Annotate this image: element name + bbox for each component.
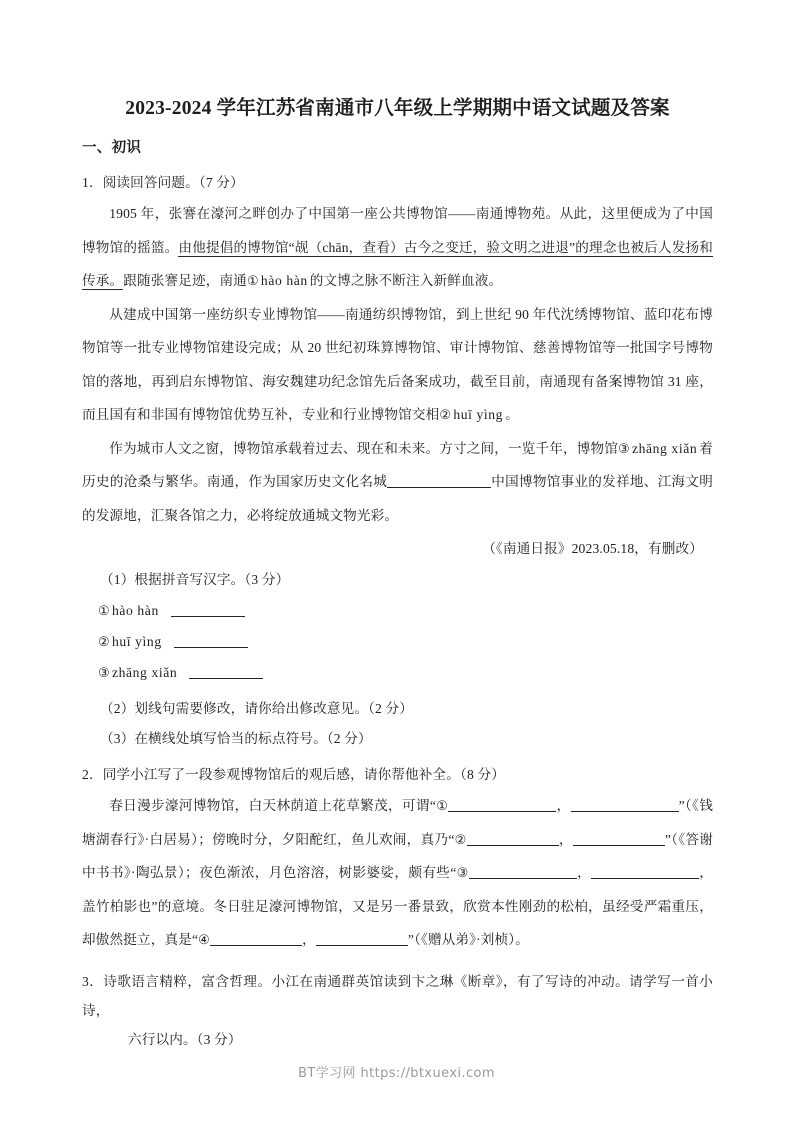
q2-comma-2: ， — [558, 831, 573, 847]
section-heading-part-one: 一、初识 — [82, 140, 142, 157]
passage-source-citation: （《南通日报》2023.05.18，有删改） — [482, 541, 703, 557]
pinyin-marker-3: ③ — [98, 665, 110, 681]
q2-blank-4b[interactable] — [316, 931, 408, 946]
pinyin-answer-blank-2[interactable] — [174, 633, 248, 648]
pinyin-text-1: hào hàn — [111, 603, 159, 619]
passage-pinyin-3: zhāng xiǎn — [631, 440, 698, 456]
passage-text-1b-post: 的文博之脉不断注入新鲜血液。 — [309, 273, 503, 289]
pinyin-text-3: zhāng xiǎn — [111, 665, 178, 681]
pinyin-answer-blank-1[interactable] — [171, 602, 245, 617]
passage-marker-1: ① — [246, 273, 259, 289]
q2-text-d: ，盖竹柏影也”的意境。冬日驻足濠河博物馆，又是另一番景致，欣赏本性刚劲的松柏，虽经受严霜重压，却傲然挺立，真是“ — [82, 865, 714, 948]
punctuation-answer-blank[interactable] — [387, 473, 491, 488]
question-1-1-stem: （1）根据拼音写汉字。（3 分） — [100, 572, 290, 588]
passage-text-2-post: 。 — [505, 407, 519, 423]
q2-comma-1: ， — [556, 798, 571, 814]
question-1-2-stem: （2）划线句需要修改，请你给出修改意见。（2 分） — [100, 701, 414, 717]
passage-underlined-sentence: 由他提倡的博物馆“觇（chān，查看）古今之变迁，验文明之进退”的理念也被后人发扬和传承。 — [82, 239, 713, 289]
q2-blank-1a[interactable] — [448, 797, 556, 812]
pinyin-text-2: huī yìng — [111, 634, 162, 650]
pinyin-item-2 — [82, 626, 713, 657]
passage-pinyin-2: huī yìng — [453, 407, 504, 423]
q2-marker-1: ① — [436, 798, 449, 814]
q2-blank-1b[interactable] — [571, 797, 679, 812]
q2-blank-2a[interactable] — [467, 831, 559, 846]
pinyin-item-3 — [82, 657, 713, 688]
q2-comma-4: ， — [302, 932, 316, 948]
q2-text-b: ”（《钱塘湖春行》·白居易）；傍晚时分，夕阳酡红，鱼儿欢闹，真乃“ — [82, 798, 713, 847]
pinyin-answer-blank-3[interactable] — [189, 664, 263, 679]
q2-text-a: 春日漫步濠河博物馆，白天林荫道上花草繁茂，可谓“ — [109, 798, 437, 814]
question-1-3-stem: （3）在横线处填写恰当的标点符号。（2 分） — [100, 731, 372, 747]
q2-marker-4: ④ — [198, 932, 211, 948]
q1-passage-paragraph-3 — [82, 432, 713, 533]
q2-blank-3a[interactable] — [469, 864, 577, 879]
q2-blank-4a[interactable] — [210, 931, 302, 946]
passage-marker-2: ② — [439, 407, 452, 423]
passage-text-1a: 1905 年，张謇在濠河之畔创办了中国第一座公共博物馆——南通博物苑。从此，这里便成为了中国博物馆的摇篮。 — [82, 206, 713, 255]
pinyin-marker-2: ② — [98, 634, 110, 650]
passage-marker-3: ③ — [617, 440, 630, 456]
pinyin-item-1 — [82, 595, 713, 626]
passage-text-3-pre: 作为城市人文之窗，博物馆承载着过去、现在和未来。方寸之间，一览千年，博物馆 — [109, 440, 618, 456]
question-2-stem: 2．同学小江写了一段参观博物馆后的观后感，请你帮他补全。（8 分） — [82, 767, 505, 783]
q2-comma-3: ， — [576, 865, 592, 881]
q2-answer-passage — [82, 789, 713, 957]
passage-text-3-mid: 着历史的沧桑与繁华。南通，作为国家历史文化名城 — [82, 440, 713, 490]
q2-blank-3b[interactable] — [591, 864, 699, 879]
question-3-stem-continuation: 六行以内。（3 分） — [128, 1031, 242, 1047]
passage-text-3-post: 中国博物馆事业的发祥地、江海文明的发源地，汇聚各馆之力，必将绽放通城文物光彩。 — [82, 474, 713, 523]
q2-marker-2: ② — [454, 831, 467, 847]
page-title: 2023-2024 学年江苏省南通市八年级上学期期中语文试题及答案 — [125, 98, 670, 119]
q2-text-c: ”（《答谢中书书》·陶弘景）；夜色渐浓，月色溶溶，树影婆娑，颇有些“ — [82, 831, 713, 881]
q2-text-e: ”（《赠从弟》·刘桢）。 — [407, 932, 529, 948]
q1-passage-paragraph-1 — [82, 197, 713, 298]
passage-text-2-pre: 从建成中国第一座纺织专业博物馆——南通纺织博物馆，到上世纪 90 年代沈绣博物馆、蓝印花布博物馆等一批专业博物馆建设完成；从 20 世纪初珠算博物馆、审计博物馆、慈善博物馆等一批国字号博物馆的落地，再到启东博物馆、海安魏建功纪念馆先后备案成功，截至目前，南通现有备案博物馆 31 座，而且国有和非国有博物馆优势互补，专业和行业博物馆交相 — [82, 306, 713, 423]
q2-blank-2b[interactable] — [573, 831, 665, 846]
passage-text-1b-pre: 跟随张謇足迹，南通 — [123, 273, 247, 289]
q1-passage-paragraph-2 — [82, 298, 713, 432]
question-1-stem: 1．阅读回答问题。（7 分） — [82, 175, 244, 191]
pinyin-marker-1: ① — [98, 603, 110, 619]
passage-pinyin-1: hào hàn — [260, 273, 308, 289]
site-watermark: BT学习网 https://btxuexi.com — [298, 1066, 495, 1081]
question-3-stem: 3．诗歌语言精粹，富含哲理。小江在南通群英馆读到卞之琳《断章》，有了写诗的冲动。请学写一首小诗， — [82, 973, 713, 1018]
q2-marker-3: ③ — [456, 865, 469, 881]
